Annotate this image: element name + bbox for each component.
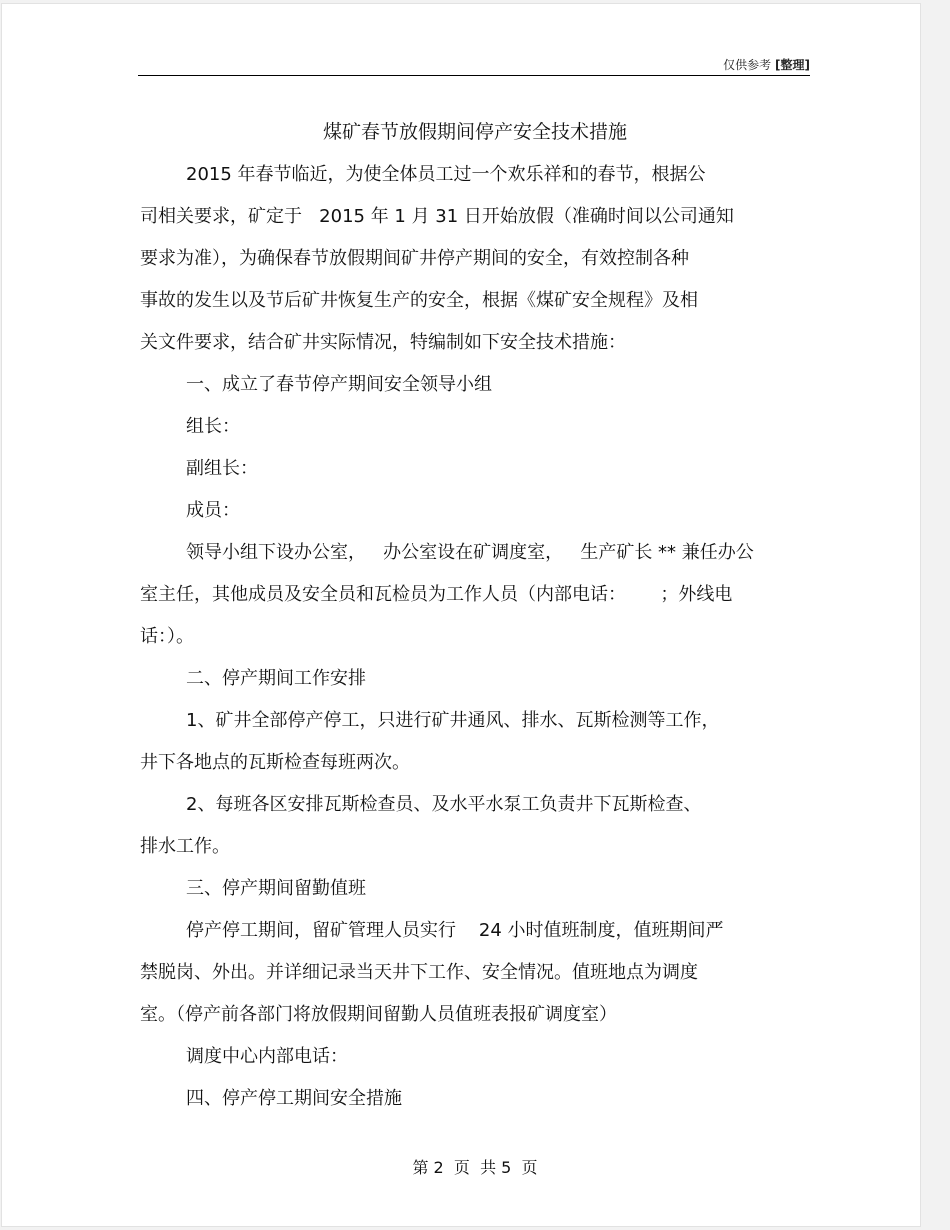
body-line: 2015 年春节临近，为使全体员工过一个欢乐祥和的春节，根据公 — [186, 164, 706, 185]
header-rule — [138, 75, 810, 76]
body-line: 调度中心内部电话： — [186, 1046, 348, 1067]
header-note-text: 仅供参考 — [723, 58, 772, 72]
body-line: 副组长： — [186, 458, 258, 479]
body-line: 一、成立了春节停产期间安全领导小组 — [186, 374, 492, 395]
body-line: 三、停产期间留勤值班 — [186, 878, 366, 899]
page-footer: 第 2 页 共 5 页 — [412, 1158, 538, 1177]
body-line: 四、停产停工期间安全措施 — [186, 1088, 402, 1109]
body-line: 事故的发生以及节后矿井恢复生产的安全，根据《煤矿安全规程》及相 — [140, 290, 698, 311]
body-line: 话：）。 — [140, 626, 194, 647]
header-note-tag: [整理] — [775, 58, 810, 72]
body-line: 井下各地点的瓦斯检查每班两次。 — [140, 752, 410, 773]
body-line: 成员： — [186, 500, 240, 521]
document-body — [140, 154, 820, 1120]
body-line: 领导小组下设办公室， 办公室设在矿调度室， 生产矿长 ** 兼任办公 — [186, 542, 754, 563]
body-line: 排水工作。 — [140, 836, 230, 857]
header-note — [0, 56, 810, 73]
body-line: 室主任，其他成员及安全员和瓦检员为工作人员（内部电话： ；外线电 — [140, 584, 733, 605]
body-line: 室。（停产前各部门将放假期间留勤人员值班表报矿调度室） — [140, 1004, 617, 1025]
body-line: 2、每班各区安排瓦斯检查员、及水平水泵工负责井下瓦斯检查、 — [186, 794, 702, 815]
document-title: 煤矿春节放假期间停产安全技术措施 — [322, 121, 627, 143]
body-line: 1、矿井全部停产停工，只进行矿井通风、排水、瓦斯检测等工作， — [186, 710, 720, 731]
body-line: 关文件要求，结合矿井实际情况，特编制如下安全技术措施： — [140, 332, 626, 353]
body-line: 要求为准），为确保春节放假期间矿井停产期间的安全，有效控制各种 — [140, 248, 689, 269]
body-line: 二、停产期间工作安排 — [186, 668, 366, 689]
body-line: 停产停工期间，留矿管理人员实行 24 小时值班制度，值班期间严 — [186, 920, 724, 941]
body-line: 禁脱岗、外出。并详细记录当天井下工作、安全情况。值班地点为调度 — [140, 962, 698, 983]
body-line: 组长： — [186, 416, 240, 437]
body-line: 司相关要求，矿定于 2015 年 1 月 31 日开始放假（准确时间以公司通知 — [140, 206, 734, 227]
